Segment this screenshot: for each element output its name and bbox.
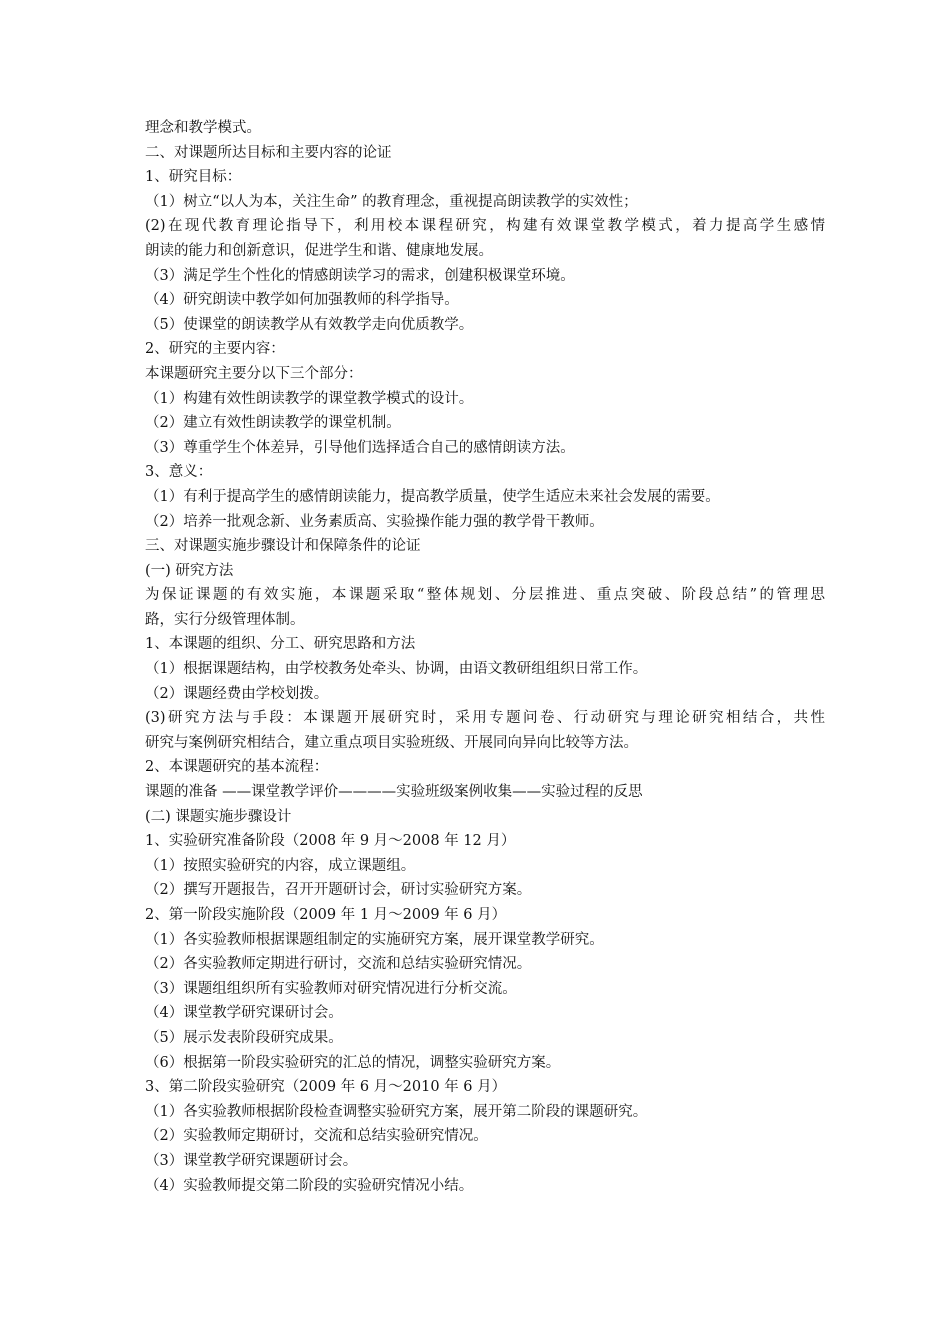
text-line: 理念和教学模式。 <box>145 120 261 136</box>
list-item: （4）课堂教学研究课研讨会。 <box>145 1005 343 1022</box>
list-item: (3)研究方法与手段：本课题开展研究时，采用专题问卷、行动研究与理论研究相结合，共性 <box>145 710 825 727</box>
subsection-heading: 3、意义： <box>145 464 213 481</box>
text-line: 朗读的能力和创新意识，促进学生和谐、健康地发展。 <box>145 242 493 259</box>
subsection-heading: 2、第一阶段实施阶段（2009 年 1 月～2009 年 6 月） <box>145 907 507 923</box>
list-item: （6）根据第一阶段实验研究的汇总的情况，调整实验研究方案。 <box>145 1054 561 1071</box>
list-item: （1）各实验教师根据课题组制定的实施研究方案，展开课堂教学研究。 <box>145 931 604 948</box>
section-heading: 二、对课题所达目标和主要内容的论证 <box>145 144 392 161</box>
list-item: （1）构建有效性朗读教学的课堂教学模式的设计。 <box>145 390 474 407</box>
list-item: （2）各实验教师定期进行研讨，交流和总结实验研究情况。 <box>145 956 532 973</box>
text-line: 为保证课题的有效实施，本课题采取“整体规划、分层推进、重点突破、阶段总结”的管理思 <box>145 587 825 604</box>
section-heading: 三、对课题实施步骤设计和保障条件的论证 <box>145 538 421 555</box>
list-item: （1）树立“以人为本，关注生命” 的教育理念，重视提高朗读教学的实效性； <box>145 193 638 210</box>
subsection-heading: 2、研究的主要内容： <box>145 341 285 358</box>
list-item: （3）课题组组织所有实验教师对研究情况进行分析交流。 <box>145 980 517 997</box>
list-item: （1）有利于提高学生的感情朗读能力，提高教学质量，使学生适应未来社会发展的需要。 <box>145 488 720 505</box>
list-item: （5）展示发表阶段研究成果。 <box>145 1029 343 1046</box>
subsection-heading: 2、本课题研究的基本流程： <box>145 759 329 776</box>
subsection-heading: 1、本课题的组织、分工、研究思路和方法 <box>145 636 416 653</box>
list-item: (2)在现代教育理论指导下，利用校本课程研究，构建有效课堂教学模式，着力提高学生感情 <box>145 218 825 235</box>
list-item: （4）研究朗读中教学如何加强教师的科学指导。 <box>145 292 459 309</box>
list-item: （1）各实验教师根据阶段检查调整实验研究方案，展开第二阶段的课题研究。 <box>145 1103 648 1120</box>
list-item: （5）使课堂的朗读教学从有效教学走向优质教学。 <box>145 316 474 333</box>
list-item: （2）实验教师定期研讨，交流和总结实验研究情况。 <box>145 1128 488 1145</box>
list-item: （2）课题经费由学校划拨。 <box>145 685 329 702</box>
text-line: 路，实行分级管理体制。 <box>145 611 305 628</box>
document-body <box>145 116 825 1198</box>
list-item: （3）满足学生个性化的情感朗读学习的需求，创建积极课堂环境。 <box>145 267 575 284</box>
list-item: （2）撰写开题报告，召开开题研讨会，研讨实验研究方案。 <box>145 882 532 899</box>
subsection-heading: 1、实验研究准备阶段（2008 年 9 月～2008 年 12 月） <box>145 833 516 850</box>
subsection-heading: (一) 研究方法 <box>145 562 234 579</box>
list-item: （4）实验教师提交第二阶段的实验研究情况小结。 <box>145 1177 474 1194</box>
list-item: （3）尊重学生个体差异，引导他们选择适合自己的感情朗读方法。 <box>145 439 575 456</box>
list-item: （1）按照实验研究的内容，成立课题组。 <box>145 857 416 874</box>
text-line: 研究与案例研究相结合，建立重点项目实验班级、开展同向异向比较等方法。 <box>145 734 638 751</box>
list-item: （3）课堂教学研究课题研讨会。 <box>145 1152 358 1169</box>
list-item: （2）培养一批观念新、业务素质高、实验操作能力强的教学骨干教师。 <box>145 513 604 530</box>
subsection-heading: 3、第二阶段实验研究（2009 年 6 月～2010 年 6 月） <box>145 1079 507 1096</box>
list-item: （2）建立有效性朗读教学的课堂机制。 <box>145 415 401 432</box>
text-line: 本课题研究主要分以下三个部分： <box>145 365 363 382</box>
list-item: （1）根据课题结构，由学校教务处牵头、协调，由语文教研组组织日常工作。 <box>145 661 648 678</box>
subsection-heading: (二) 课题实施步骤设计 <box>145 808 292 825</box>
text-line: 课题的准备 ——课堂教学评价————实验班级案例收集——实验过程的反思 <box>145 784 643 801</box>
subsection-heading: 1、研究目标： <box>145 169 242 186</box>
